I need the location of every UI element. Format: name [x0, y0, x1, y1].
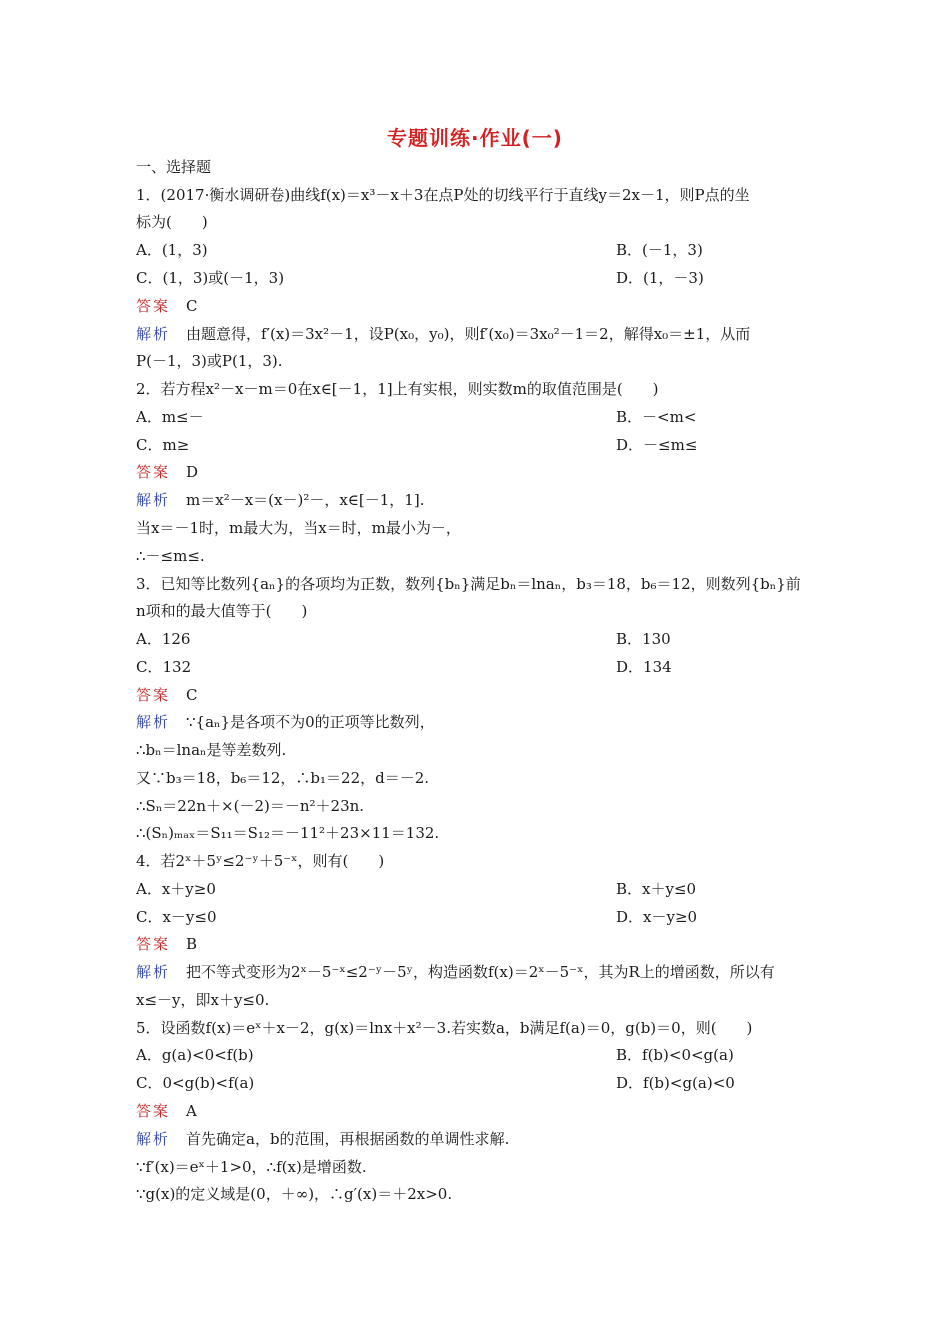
q5-options-row-2 — [136, 1073, 856, 1093]
q1-answer — [136, 296, 856, 316]
q1-options-row-2 — [136, 268, 856, 288]
q4-analysis-line-1 — [136, 962, 856, 982]
q3-analysis-line-4: ∴Sₙ＝22n＋×(－2)＝－n²＋23n. — [136, 797, 365, 815]
q5-answer — [136, 1101, 856, 1121]
q5-analysis-text-1: 首先确定a，b的范围，再根据函数的单调性求解. — [186, 1130, 510, 1148]
analysis-label: 解析 — [136, 491, 171, 509]
q1-options-row-1 — [136, 240, 856, 260]
q4-options-row-2 — [136, 907, 856, 927]
q4-options-row-1 — [136, 879, 856, 899]
q2-analysis-line-3: ∴－≤m≤. — [136, 547, 205, 565]
q3-stem-line-2: n项和的最大值等于( ) — [136, 602, 308, 620]
q1-analysis-text-1: 由题意得，f′(x)＝3x²－1，设P(x₀，y₀)，则f′(x₀)＝3x₀²－1＝2，解得x₀＝±1，从而 — [186, 325, 751, 343]
answer-label: 答案 — [136, 463, 171, 481]
q1-answer-value: C — [186, 297, 198, 315]
q1-option-a: A．(1，3) — [136, 241, 208, 259]
q5-option-b: B．f(b)<0<g(a) — [616, 1046, 734, 1064]
q4-option-c: C．x－y≤0 — [136, 908, 217, 926]
q3-option-d: D．134 — [616, 658, 672, 676]
q4-option-a: A．x＋y≥0 — [136, 880, 216, 898]
q1-option-b: B．(－1，3) — [616, 241, 703, 259]
q4-analysis-text-1: 把不等式变形为2ˣ－5⁻ˣ≤2⁻ʸ－5ʸ，构造函数f(x)＝2ˣ－5⁻ˣ，其为R上的增函数，所以有 — [186, 963, 775, 981]
q2-option-c: C．m≥ — [136, 436, 190, 454]
answer-label: 答案 — [136, 935, 171, 953]
q5-option-c: C．0<g(b)<f(a) — [136, 1074, 255, 1092]
q2-answer — [136, 462, 856, 482]
q3-analysis-line-3: 又∵b₃＝18，b₆＝12，∴b₁＝22，d＝－2. — [136, 769, 430, 787]
q4-option-d: D．x－y≥0 — [616, 908, 698, 926]
q1-stem-line-1: 1．(2017·衡水调研卷)曲线f(x)＝x³－x＋3在点P处的切线平行于直线y＝2x－1，则P点的坐 — [136, 186, 750, 204]
q4-answer — [136, 934, 856, 954]
q2-stem: 2．若方程x²－x－m＝0在x∈[－1，1]上有实根，则实数m的取值范围是( ) — [136, 380, 659, 398]
q2-option-d: D．－≤m≤ — [616, 436, 698, 454]
q2-analysis-line-1 — [136, 490, 856, 510]
q3-analysis-line-1 — [136, 712, 856, 732]
q4-stem: 4．若2ˣ＋5ʸ≤2⁻ʸ＋5⁻ˣ，则有( ) — [136, 852, 385, 870]
q3-option-c: C．132 — [136, 658, 192, 676]
q3-stem-line-1: 3．已知等比数列{aₙ}的各项均为正数，数列{bₙ}满足bₙ＝lnaₙ，b₃＝18，b₆＝12，则数列{bₙ}前 — [136, 575, 801, 593]
q4-option-b: B．x＋y≤0 — [616, 880, 697, 898]
q1-option-d: D．(1，－3) — [616, 269, 704, 287]
q5-analysis-line-3: ∵g(x)的定义域是(0，＋∞)，∴g′(x)＝＋2x>0. — [136, 1185, 453, 1203]
q3-option-b: B．130 — [616, 630, 671, 648]
q5-stem: 5．设函数f(x)＝eˣ＋x－2，g(x)＝lnx＋x²－3.若实数a，b满足f(a)＝0，g(b)＝0，则( ) — [136, 1019, 753, 1037]
q5-analysis-line-1 — [136, 1129, 856, 1149]
analysis-label: 解析 — [136, 713, 171, 731]
analysis-label: 解析 — [136, 1130, 171, 1148]
q3-analysis-line-5: ∴(Sₙ)ₘₐₓ＝S₁₁＝S₁₂＝－11²＋23×11＝132. — [136, 824, 440, 842]
q2-option-b: B．－<m< — [616, 408, 697, 426]
q4-answer-value: B — [186, 935, 198, 953]
q1-option-c: C．(1，3)或(－1，3) — [136, 269, 285, 287]
q3-analysis-line-2: ∴bₙ＝lnaₙ是等差数列. — [136, 741, 287, 759]
section-heading: 一、选择题 — [136, 158, 212, 176]
answer-label: 答案 — [136, 1102, 171, 1120]
q3-answer-value: C — [186, 686, 198, 704]
q2-analysis-text-1: m＝x²－x＝(x－)²－，x∈[－1，1]. — [186, 491, 425, 509]
answer-label: 答案 — [136, 686, 171, 704]
q5-answer-value: A — [186, 1102, 197, 1120]
q2-options-row-2 — [136, 435, 856, 455]
answer-label: 答案 — [136, 297, 171, 315]
analysis-label: 解析 — [136, 325, 171, 343]
q1-analysis-line-1 — [136, 324, 856, 344]
q1-analysis-line-2: P(－1，3)或P(1，3). — [136, 352, 283, 370]
page-title: 专题训练·作业(一) — [387, 126, 563, 150]
q3-options-row-2 — [136, 657, 856, 677]
q2-option-a: A．m≤－ — [136, 408, 204, 426]
q2-analysis-line-2: 当x＝－1时，m最大为，当x＝时，m最小为－， — [136, 519, 461, 537]
analysis-label: 解析 — [136, 963, 171, 981]
q1-stem-line-2: 标为( ) — [136, 213, 208, 231]
q5-option-d: D．f(b)<g(a)<0 — [616, 1074, 735, 1092]
q3-option-a: A．126 — [136, 630, 191, 648]
q3-analysis-text-1: ∵{aₙ}是各项不为0的正项等比数列， — [186, 713, 435, 731]
q5-option-a: A．g(a)<0<f(b) — [136, 1046, 254, 1064]
q3-answer — [136, 685, 856, 705]
q3-options-row-1 — [136, 629, 856, 649]
q4-analysis-line-2: x≤－y，即x＋y≤0. — [136, 991, 270, 1009]
q5-analysis-line-2: ∵f′(x)＝eˣ＋1>0，∴f(x)是增函数. — [136, 1158, 367, 1176]
q2-options-row-1 — [136, 407, 856, 427]
q2-answer-value: D — [186, 463, 199, 481]
q5-options-row-1 — [136, 1045, 856, 1065]
